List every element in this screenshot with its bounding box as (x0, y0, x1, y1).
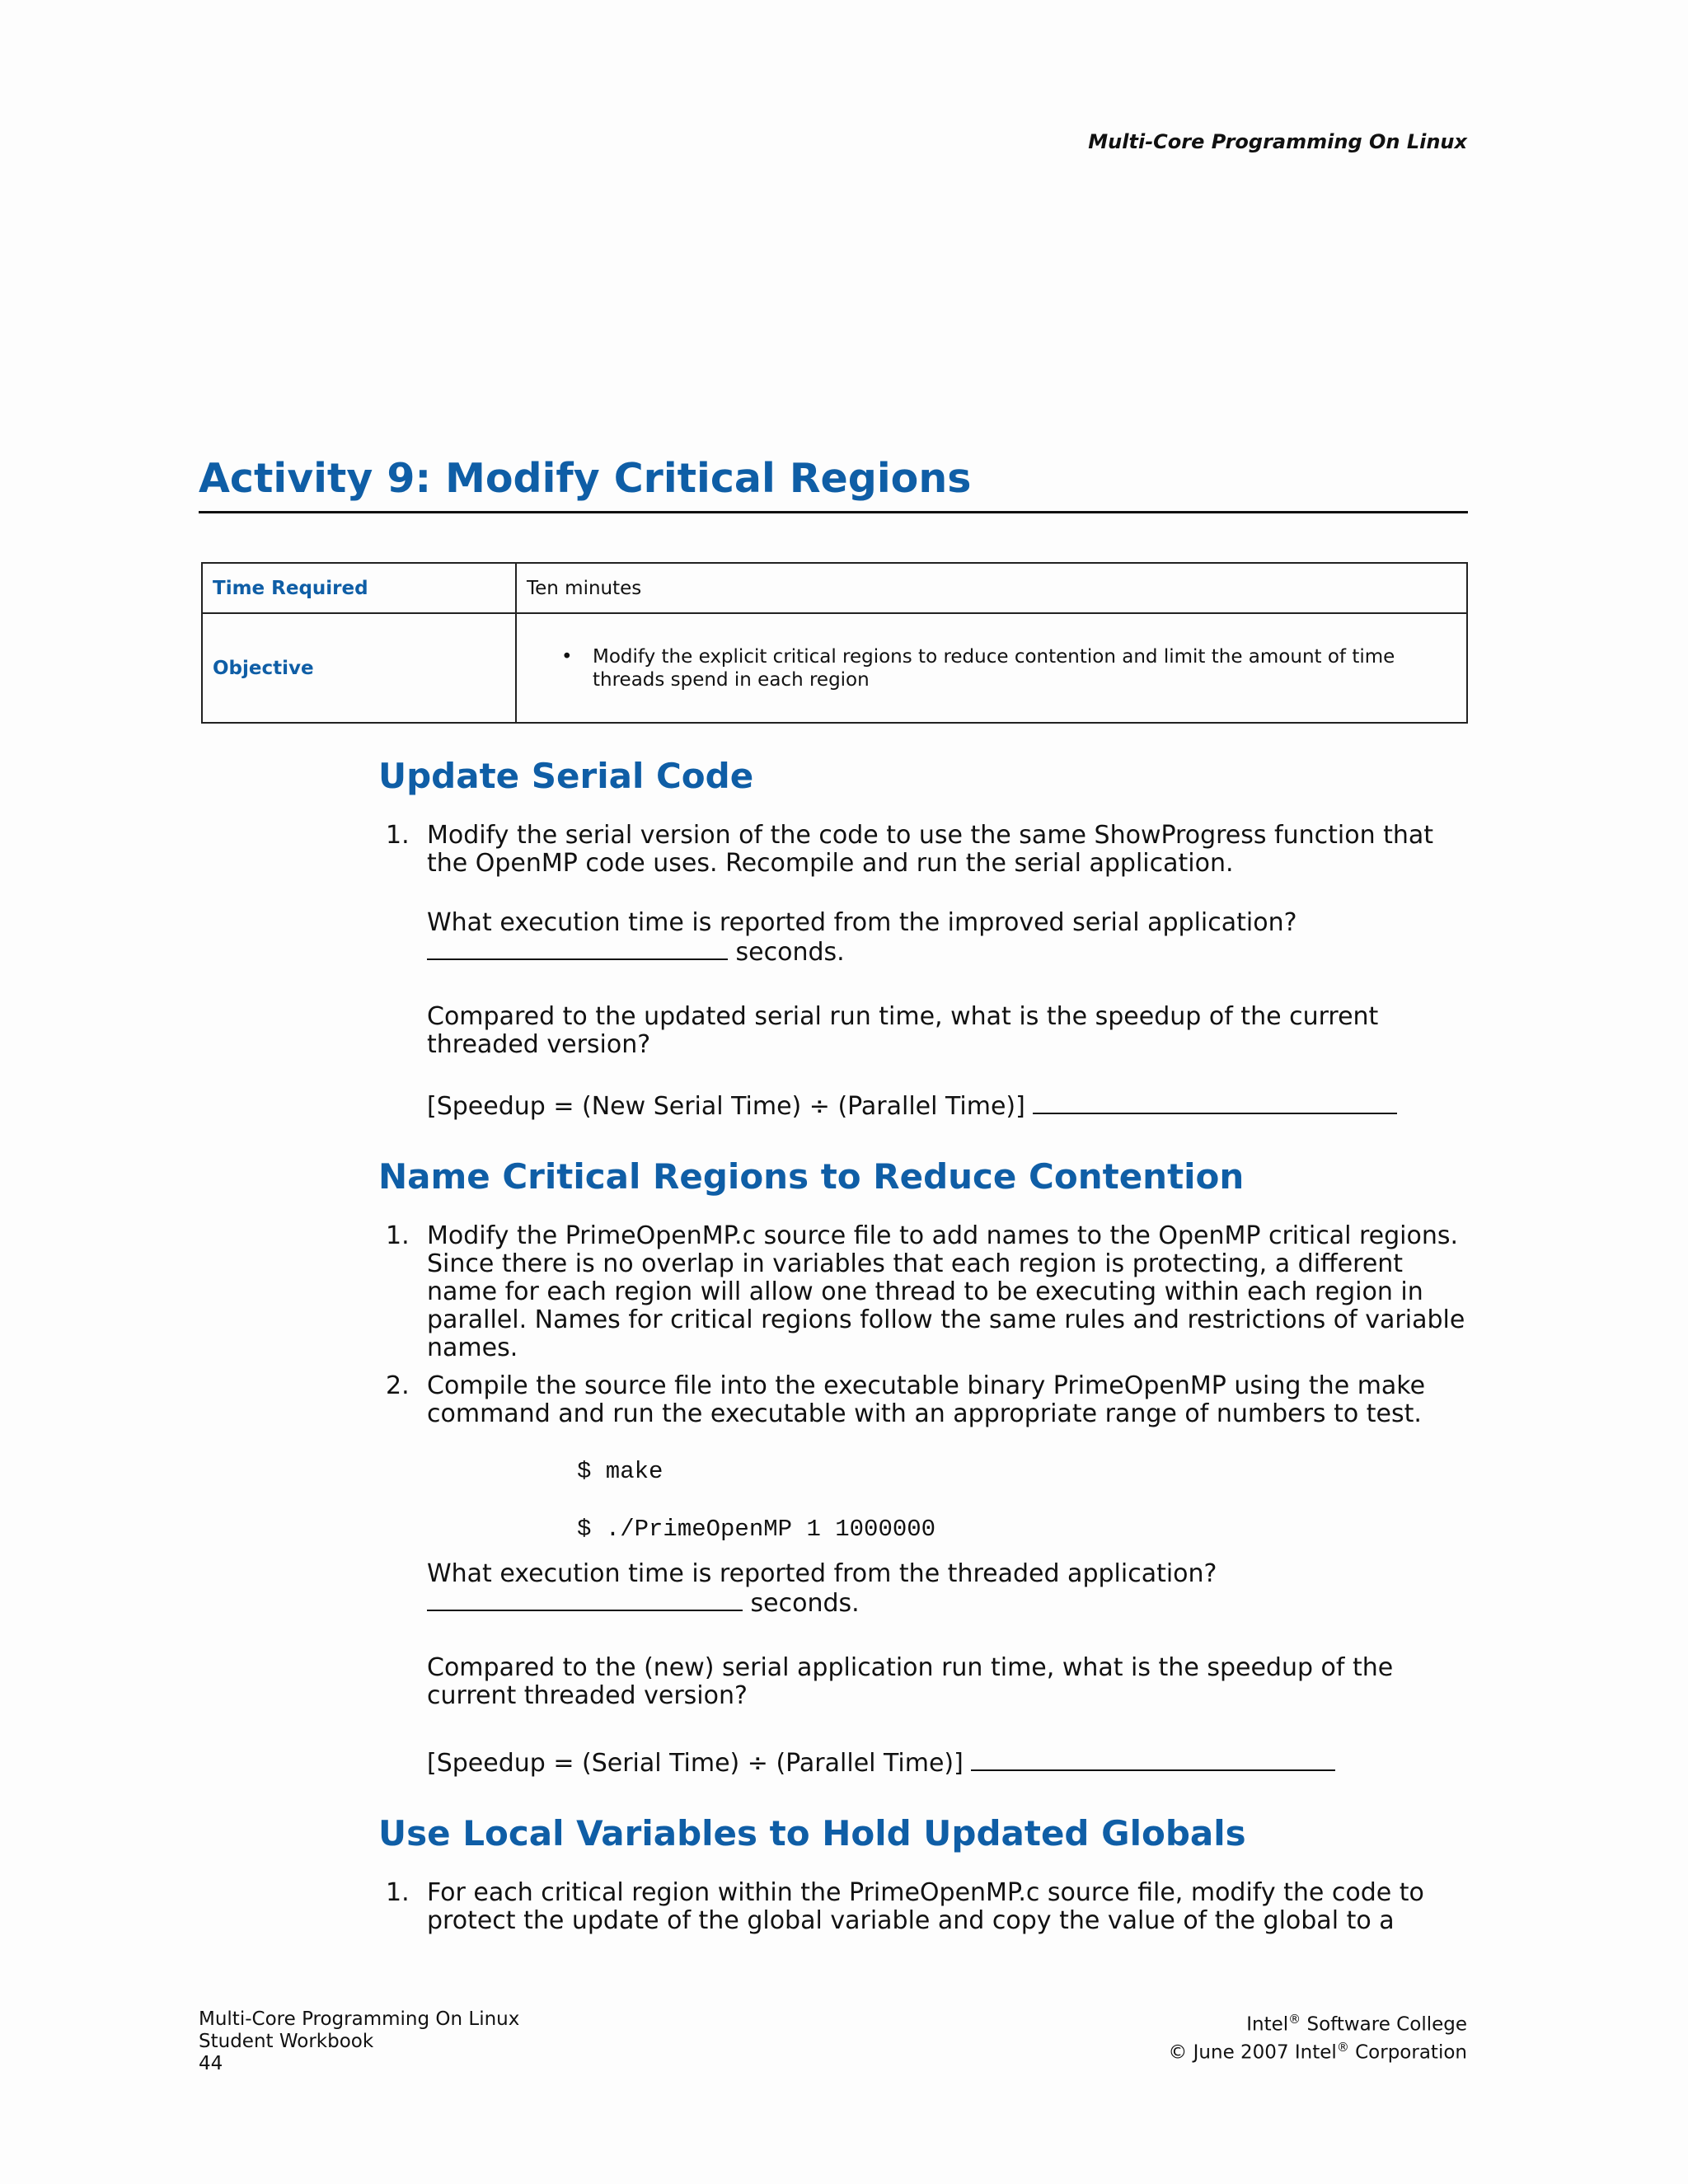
time-required-value: Ten minutes (516, 563, 1467, 613)
answer-blank[interactable] (427, 937, 728, 960)
question-serial-time (427, 909, 1474, 967)
list-number: 1. (386, 1878, 410, 1907)
objective-bullet (527, 645, 1456, 691)
list-item: Modify the PrimeOpenMP.c source file to add names to the OpenMP critical regions. Since there is no overlap in variables that each region is protecting, a different name for each region will allow one thread to be executing within each region in parallel. Names for critical regions follow the same rules and restrictions of variable names. (427, 1221, 1465, 1362)
speedup-formula-line (427, 1748, 1474, 1778)
footer-copyright-date: © June 2007 Intel (1168, 2041, 1337, 2064)
question-text: What execution time is reported from the threaded application? (427, 1559, 1217, 1588)
table-row (202, 613, 1467, 723)
running-header: Multi-Core Programming On Linux (1088, 130, 1467, 153)
answer-blank[interactable] (427, 1588, 743, 1611)
footer-corporation: Corporation (1355, 2041, 1467, 2064)
footer-book-type: Student Workbook (199, 2031, 374, 2052)
footer-right (1168, 2008, 1467, 2064)
objective-text: Modify the explicit critical regions to reduce contention and limit the amount of time threads spend in each region (593, 645, 1395, 691)
speedup-formula: [Speedup = (New Serial Time) ÷ (Parallel Time)] (427, 1092, 1025, 1121)
list-item: Compile the source file into the executable binary PrimeOpenMP using the make command and run the executable with an appropriate range of numbers to test. (427, 1371, 1426, 1428)
list-item: Modify the serial version of the code to use the same ShowProgress function that the OpenMP code uses. Recompile and run the serial application. (427, 821, 1434, 878)
command-run: $ ./PrimeOpenMP 1 1000000 (577, 1516, 936, 1543)
answer-unit: seconds. (750, 1589, 860, 1618)
list-number: 1. (386, 821, 410, 850)
objective-cell (516, 613, 1467, 723)
objective-label: Objective (202, 613, 516, 723)
page-title: Activity 9: Modify Critical Regions (199, 455, 972, 502)
list-number: 2. (386, 1371, 410, 1400)
time-required-label: Time Required (202, 563, 516, 613)
footer-brand: Intel (1246, 2013, 1289, 2036)
section-heading-local-variables: Use Local Variables to Hold Updated Globals (378, 1813, 1246, 1854)
question-speedup: Compared to the (new) serial application run time, what is the speedup of the current threaded version? (427, 1653, 1394, 1710)
question-speedup: Compared to the updated serial run time, what is the speedup of the current threaded version? (427, 1002, 1379, 1059)
footer-copyright (1168, 2036, 1467, 2064)
answer-blank[interactable] (971, 1748, 1335, 1771)
answer-line[interactable] (427, 937, 1474, 967)
activity-info-table (201, 562, 1468, 724)
footer-book-title: Multi-Core Programming On Linux (199, 2008, 520, 2030)
registered-mark: ® (1288, 2012, 1301, 2027)
question-threaded-time (427, 1560, 1474, 1618)
list-number: 1. (386, 1221, 410, 1250)
answer-blank[interactable] (1033, 1091, 1397, 1114)
speedup-formula: [Speedup = (Serial Time) ÷ (Parallel Time)] (427, 1749, 964, 1778)
section-heading-update-serial-code: Update Serial Code (378, 756, 754, 796)
footer-publisher (1168, 2008, 1467, 2036)
bullet-icon: • (561, 645, 573, 668)
section-heading-name-critical-regions: Name Critical Regions to Reduce Contention (378, 1156, 1245, 1197)
answer-line[interactable] (427, 1588, 1474, 1618)
table-row (202, 563, 1467, 613)
answer-unit: seconds. (735, 938, 845, 967)
question-text: What execution time is reported from the improved serial application? (427, 908, 1297, 937)
footer-college: Software College (1306, 2013, 1467, 2036)
title-divider (199, 511, 1468, 513)
speedup-formula-line (427, 1091, 1474, 1121)
list-item: For each critical region within the PrimeOpenMP.c source file, modify the code to protect the update of the global variable and copy the value of the global to a (427, 1878, 1424, 1935)
page-number: 44 (199, 2053, 223, 2074)
command-make: $ make (577, 1458, 663, 1485)
footer-left (199, 2008, 519, 2075)
registered-mark: ® (1336, 2039, 1349, 2055)
